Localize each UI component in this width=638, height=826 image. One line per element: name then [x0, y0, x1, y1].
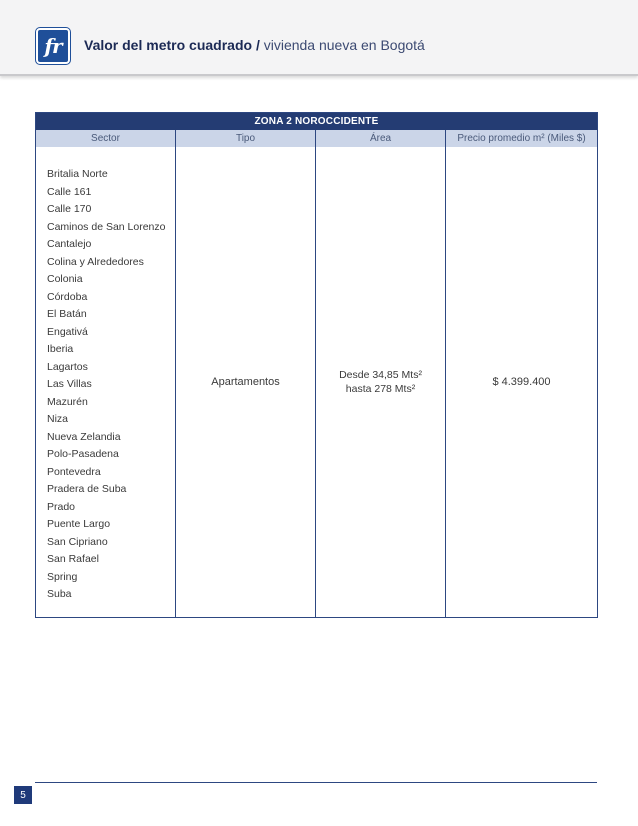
- price-table: [35, 112, 598, 618]
- title-bold: Valor del metro cuadrado /: [84, 37, 260, 53]
- list-item: Las Villas: [47, 378, 92, 390]
- list-item: Spring: [47, 570, 78, 583]
- list-item: Suba: [47, 588, 72, 600]
- list-item: Nueva Zelandia: [47, 430, 121, 443]
- title-light: vivienda nueva en Bogotá: [259, 37, 425, 53]
- brand-logo-icon: [36, 28, 70, 64]
- sector-cell: [36, 147, 176, 618]
- column-header-tipo: Tipo: [176, 130, 316, 147]
- list-item: San Rafael: [47, 553, 99, 565]
- list-item: Engativá: [47, 325, 88, 338]
- column-header-area: Área: [316, 130, 446, 147]
- logo-text: fr: [44, 34, 62, 58]
- list-item: San Cipriano: [47, 535, 108, 548]
- list-item: Prado: [47, 500, 76, 513]
- list-item: Caminos de San Lorenzo: [47, 220, 166, 233]
- zone-row: [36, 113, 598, 131]
- list-item: Britalia Norte: [47, 168, 108, 180]
- tipo-cell: Apartamentos: [176, 147, 316, 618]
- list-item: Calle 161: [47, 185, 92, 198]
- page-title: [84, 37, 425, 53]
- list-item: Puente Largo: [47, 518, 111, 530]
- sector-list: [36, 147, 175, 617]
- column-header-precio: Precio promedio m² (Miles $): [446, 130, 598, 147]
- list-item: Niza: [47, 413, 69, 425]
- table-row: [36, 147, 598, 618]
- list-item: El Batán: [47, 308, 87, 320]
- footer-divider: [35, 782, 597, 783]
- list-item: Colina y Alrededores: [47, 255, 144, 268]
- list-item: Cantalejo: [47, 238, 92, 250]
- area-cell: [316, 147, 446, 618]
- list-item: Lagartos: [47, 360, 88, 373]
- area-from: Desde 34,85 Mts²: [339, 369, 422, 381]
- page-number: 5: [14, 786, 32, 804]
- page-header: [0, 0, 638, 76]
- precio-cell: $ 4.399.400: [446, 147, 598, 618]
- header-row: [36, 130, 598, 147]
- list-item: Mazurén: [47, 395, 88, 408]
- list-item: Calle 170: [47, 203, 92, 215]
- zone-title: ZONA 2 NOROCCIDENTE: [36, 113, 598, 131]
- list-item: Iberia: [47, 343, 74, 355]
- list-item: Colonia: [47, 273, 83, 285]
- column-header-sector: Sector: [36, 130, 176, 147]
- list-item: Polo-Pasadena: [47, 448, 119, 460]
- list-item: Pradera de Suba: [47, 483, 127, 495]
- list-item: Pontevedra: [47, 465, 101, 478]
- area-to: hasta 278 Mts²: [345, 383, 416, 395]
- list-item: Córdoba: [47, 290, 88, 303]
